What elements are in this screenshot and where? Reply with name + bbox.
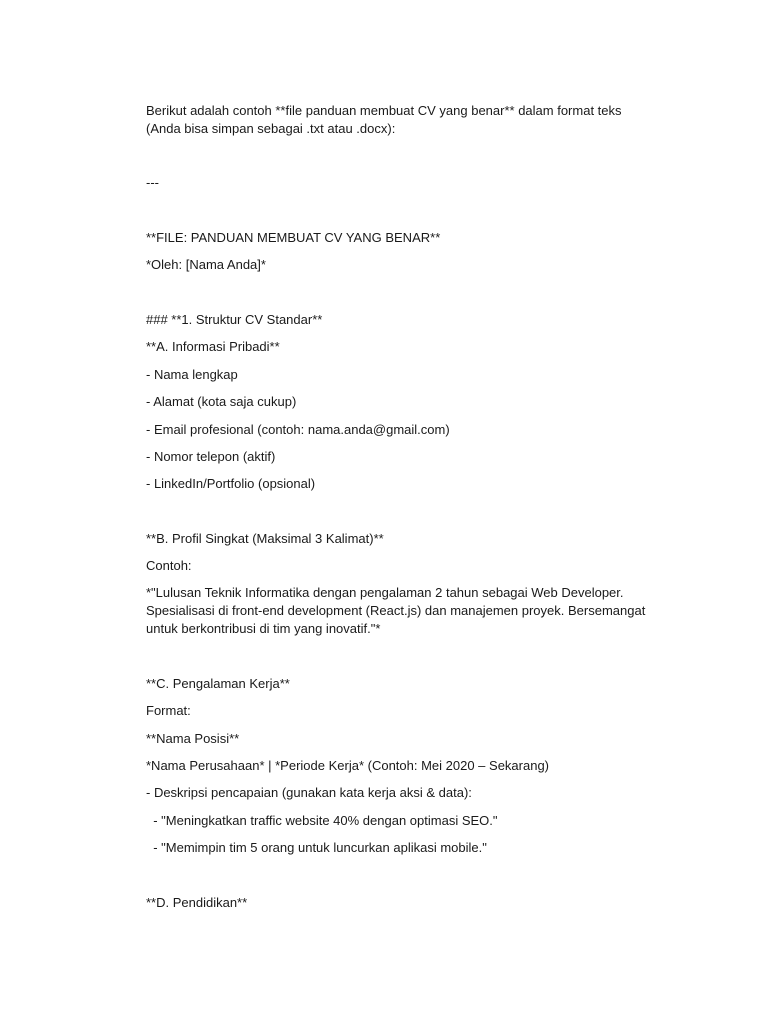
profile-example-line-3: untuk berkontribusi di tim yang inovatif."* <box>146 621 381 636</box>
section-c-heading: **C. Pengalaman Kerja** <box>146 676 290 691</box>
section-b-label: Contoh: <box>146 558 192 573</box>
position-line: **Nama Posisi** <box>146 731 240 746</box>
author-line: *Oleh: [Nama Anda]* <box>146 257 266 272</box>
section-d-heading: **D. Pendidikan** <box>146 895 248 910</box>
section-1-heading: ### **1. Struktur CV Standar** <box>146 312 323 327</box>
list-item: - LinkedIn/Portfolio (opsional) <box>146 476 316 491</box>
profile-example-line-2: Spesialisasi di front-end development (React.js) dan manajemen proyek. Bersemangat <box>146 603 646 618</box>
achievement-item: - "Meningkatkan traffic website 40% dengan optimasi SEO." <box>146 813 498 828</box>
company-period-line: *Nama Perusahaan* | *Periode Kerja* (Contoh: Mei 2020 – Sekarang) <box>146 758 549 773</box>
intro-line-2: (Anda bisa simpan sebagai .txt atau .docx): <box>146 121 396 136</box>
list-item: - Alamat (kota saja cukup) <box>146 394 297 409</box>
section-a-heading: **A. Informasi Pribadi** <box>146 339 280 354</box>
list-item: - Nama lengkap <box>146 367 238 382</box>
achievement-item: - "Memimpin tim 5 orang untuk luncurkan aplikasi mobile." <box>146 840 487 855</box>
description-line: - Deskripsi pencapaian (gunakan kata kerja aksi & data): <box>146 785 472 800</box>
list-item: - Email profesional (contoh: nama.anda@gmail.com) <box>146 422 450 437</box>
intro-line-1: Berikut adalah contoh **file panduan membuat CV yang benar** dalam format teks <box>146 103 622 118</box>
list-item: - Nomor telepon (aktif) <box>146 449 276 464</box>
separator: --- <box>146 175 159 190</box>
profile-example-line-1: *"Lulusan Teknik Informatika dengan pengalaman 2 tahun sebagai Web Developer. <box>146 585 624 600</box>
section-c-label: Format: <box>146 703 191 718</box>
file-title: **FILE: PANDUAN MEMBUAT CV YANG BENAR** <box>146 230 441 245</box>
section-b-heading: **B. Profil Singkat (Maksimal 3 Kalimat)** <box>146 531 384 546</box>
